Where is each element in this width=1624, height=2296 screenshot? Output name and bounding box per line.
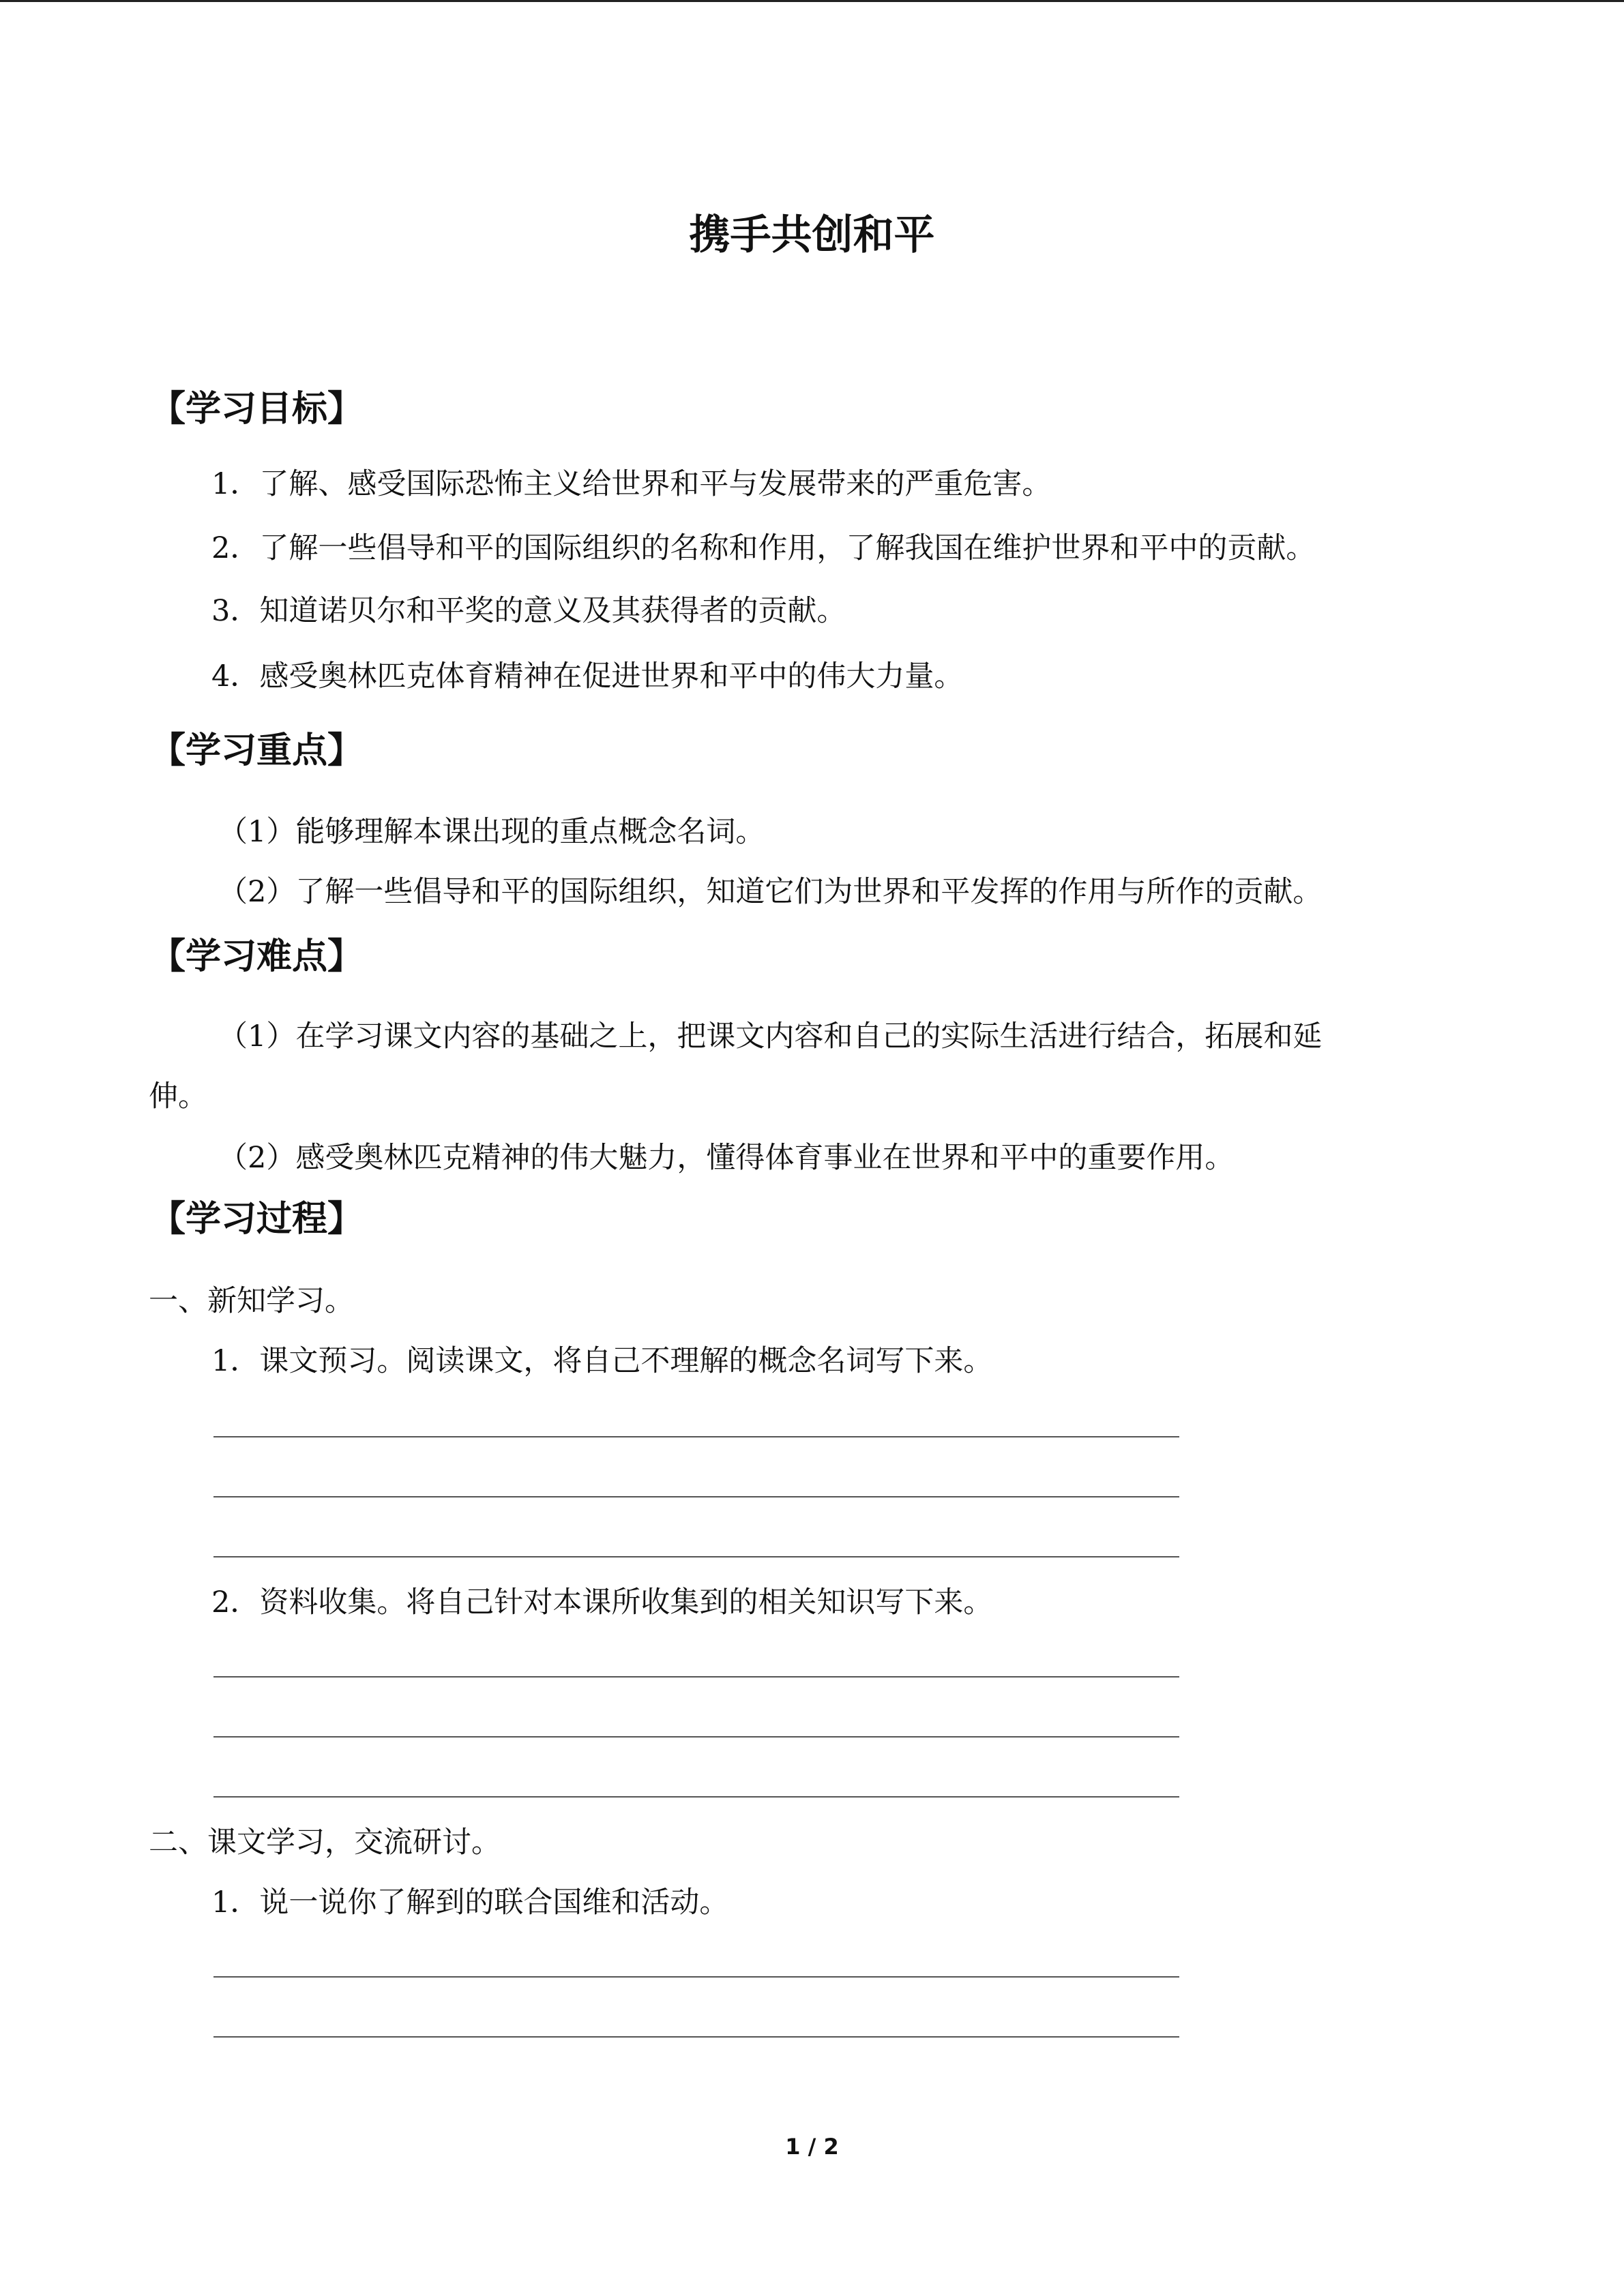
top-border <box>0 0 1624 2</box>
answer-line[interactable] <box>213 1436 1179 1437</box>
key-point-1: （1）能够理解本课出现的重点概念名词。 <box>218 815 765 849</box>
heading-difficulties: 【学习难点】 <box>150 936 364 977</box>
process-part-1-question-2: 2．资料收集。将自己针对本课所收集到的相关知识写下来。 <box>211 1585 993 1620</box>
page-title: 携手共创和平 <box>689 211 935 259</box>
goal-item-2: 2．了解一些倡导和平的国际组织的名称和作用，了解我国在维护世界和平中的贡献。 <box>211 531 1316 565</box>
heading-key-points: 【学习重点】 <box>150 730 364 771</box>
answer-line[interactable] <box>213 1976 1179 1978</box>
answer-line[interactable] <box>213 1796 1179 1798</box>
process-part-1-question-1: 1．课文预习。阅读课文，将自己不理解的概念名词写下来。 <box>211 1344 993 1378</box>
key-point-2: （2）了解一些倡导和平的国际组织，知道它们为世界和平发挥的作用与所作的贡献。 <box>218 875 1323 909</box>
difficulty-2: （2）感受奥林匹克精神的伟大魅力，懂得体育事业在世界和平中的重要作用。 <box>218 1141 1235 1175</box>
page-number: 1 / 2 <box>785 2134 839 2160</box>
heading-goals: 【学习目标】 <box>150 389 364 430</box>
process-part-2-question-1: 1．说一说你了解到的联合国维和活动。 <box>211 1885 729 1920</box>
answer-line[interactable] <box>213 2036 1179 2038</box>
answer-line[interactable] <box>213 1676 1179 1678</box>
answer-line[interactable] <box>213 1556 1179 1557</box>
goal-item-1: 1．了解、感受国际恐怖主义给世界和平与发展带来的严重危害。 <box>211 467 1052 501</box>
difficulty-1-line-2: 伸。 <box>149 1079 207 1114</box>
process-part-2-label: 二、课文学习，交流研讨。 <box>149 1825 501 1860</box>
process-part-1-label: 一、新知学习。 <box>149 1284 354 1318</box>
answer-line[interactable] <box>213 1496 1179 1497</box>
heading-process: 【学习过程】 <box>150 1199 364 1240</box>
answer-line[interactable] <box>213 1736 1179 1738</box>
goal-item-3: 3．知道诺贝尔和平奖的意义及其获得者的贡献。 <box>211 594 846 628</box>
goal-item-4: 4．感受奥林匹克体育精神在促进世界和平中的伟大力量。 <box>211 659 964 694</box>
difficulty-1-line-1: （1）在学习课文内容的基础之上，把课文内容和自己的实际生活进行结合，拓展和延 <box>218 1019 1323 1054</box>
